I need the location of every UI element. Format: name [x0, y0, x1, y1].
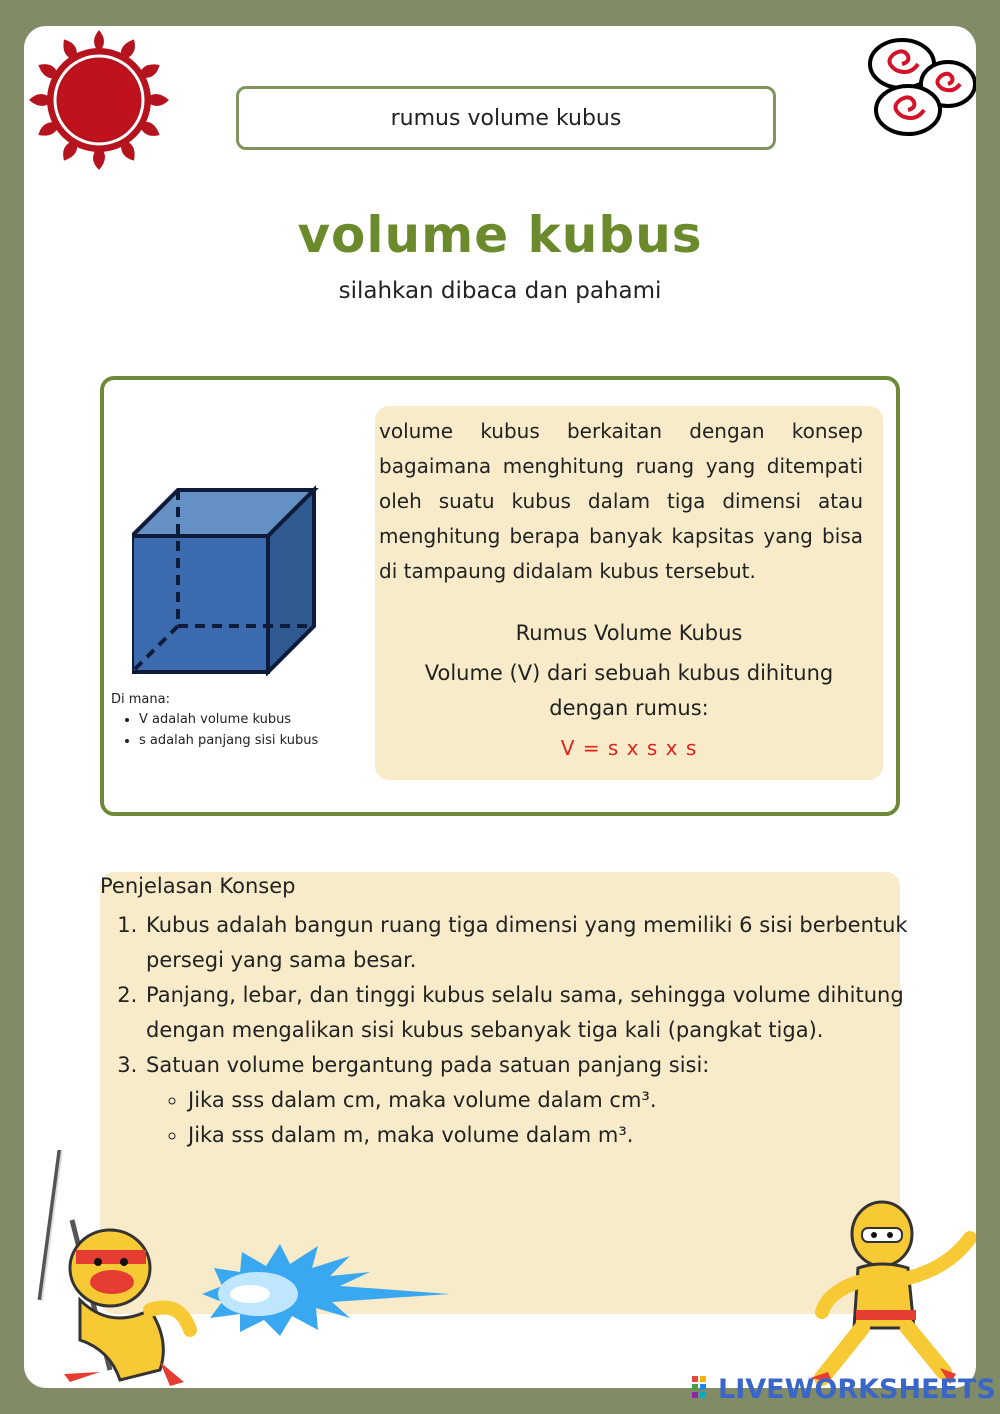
list-item: • s adalah panjang sisi kubus — [139, 733, 318, 748]
formula-card — [100, 376, 900, 816]
concept-list — [100, 908, 940, 1153]
list-item: • V adalah volume kubus — [139, 712, 318, 727]
liveworksheets-logo-icon — [692, 1376, 714, 1402]
list-item — [144, 1048, 940, 1153]
list-item: ◦ Jika sss dalam m, maka volume dalam m³. — [188, 1118, 940, 1153]
worksheet-page — [24, 26, 976, 1388]
page-subheading: silahkan dibaca dan pahami — [338, 278, 662, 304]
worksheet-title-box — [236, 86, 776, 150]
formula-description: Volume (V) dari sebuah kubus dihitung dengan rumus: — [424, 661, 834, 720]
formula-title: Rumus Volume Kubus — [515, 621, 743, 645]
liveworksheets-logo-text: LIVEWORKSHEETS — [718, 1373, 996, 1405]
ninja-pose-decoration-icon — [800, 1198, 976, 1388]
description-paragraph: volume kubus berkaitan dengan konsep bagaimana menghitung ruang yang ditempati oleh suatu kubus dalam tiga dimensi atau menghitung berapa banyak kapsitas yang bisa di tampaung didalam kubus tersebut. — [379, 419, 863, 583]
narutomaki-decoration-icon — [866, 34, 976, 140]
sun-decoration-icon — [24, 26, 174, 174]
volume-formula: V = s x s x s — [560, 736, 698, 760]
ninja-sword-decoration-icon — [24, 1150, 210, 1388]
list-item: 1. Kubus adalah bangun ruang tiga dimensi yang memiliki 6 sisi berbentuk persegi yang sama besar. — [144, 908, 940, 978]
variable-list — [111, 712, 318, 754]
liveworksheets-logo — [692, 1372, 996, 1406]
list-item-text: Satuan volume bergantung pada satuan panjang sisi: — [146, 1053, 710, 1077]
info-box — [375, 406, 883, 780]
list-item: ◦ Jika sss dalam cm, maka volume dalam cm³. — [188, 1083, 940, 1118]
page-heading: volume kubus — [297, 206, 703, 264]
list-item: 2. Panjang, lebar, dan tinggi kubus selalu sama, sehingga volume dihitung dengan mengalikan sisi kubus sebanyak tiga kali (pangkat tiga). — [144, 978, 940, 1048]
energy-blast-decoration-icon — [200, 1238, 450, 1338]
worksheet-title: rumus volume kubus — [390, 105, 622, 131]
unit-sublist — [146, 1083, 940, 1153]
concept-title: Penjelasan Konsep — [100, 874, 296, 898]
cube-illustration-icon — [132, 460, 352, 676]
where-label: Di mana: — [111, 692, 170, 707]
